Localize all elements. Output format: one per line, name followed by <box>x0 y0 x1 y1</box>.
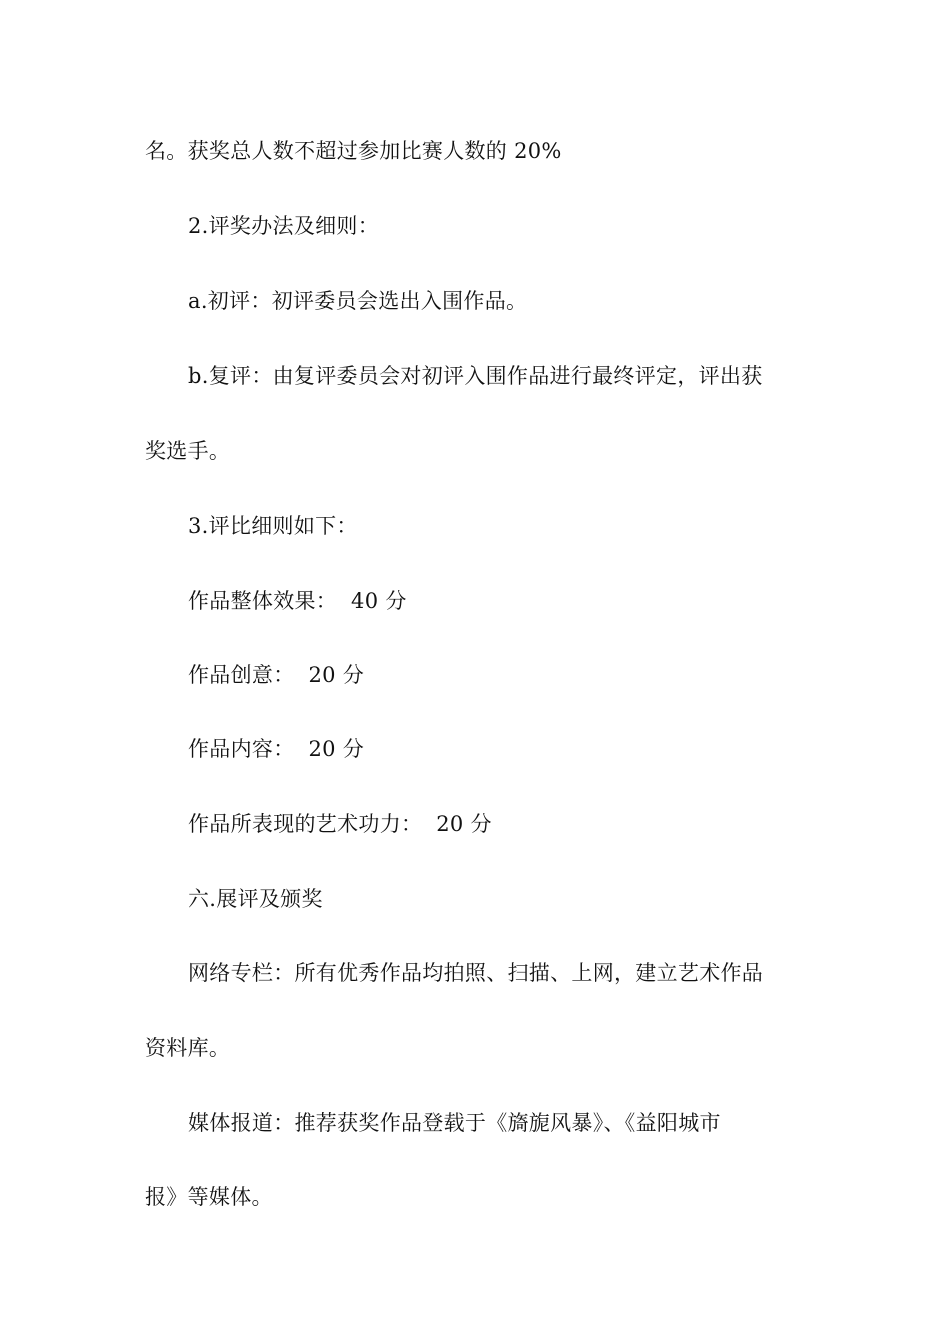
text-line-media-report-cont: 报》等媒体。 <box>145 1185 273 1209</box>
text-line-final-review: b.复评：由复评委员会对初评入围作品进行最终评定，评出获 <box>188 364 763 388</box>
text-line-score-content: 作品内容： 20 分 <box>188 737 365 761</box>
text-line-section-3-heading: 3.评比细则如下： <box>188 514 358 538</box>
text-line-score-creativity: 作品创意： 20 分 <box>188 663 365 687</box>
text-line-score-overall: 作品整体效果： 40 分 <box>188 589 407 613</box>
text-line-award-limit: 名。获奖总人数不超过参加比赛人数的 20% <box>145 139 562 163</box>
text-line-score-skill: 作品所表现的艺术功力： 20 分 <box>188 812 492 836</box>
text-line-final-review-cont: 奖选手。 <box>145 439 231 463</box>
text-line-preliminary-review: a.初评：初评委员会选出入围作品。 <box>188 289 528 313</box>
text-line-web-column: 网络专栏：所有优秀作品均拍照、扫描、上网，建立艺术作品 <box>188 961 764 985</box>
text-line-section-6-heading: 六.展评及颁奖 <box>188 887 323 911</box>
text-line-web-column-cont: 资料库。 <box>145 1036 231 1060</box>
text-line-section-2-heading: 2.评奖办法及细则： <box>188 214 380 238</box>
text-line-media-report: 媒体报道：推荐获奖作品登载于《旖旎风暴》、《益阳城市 <box>188 1111 721 1135</box>
